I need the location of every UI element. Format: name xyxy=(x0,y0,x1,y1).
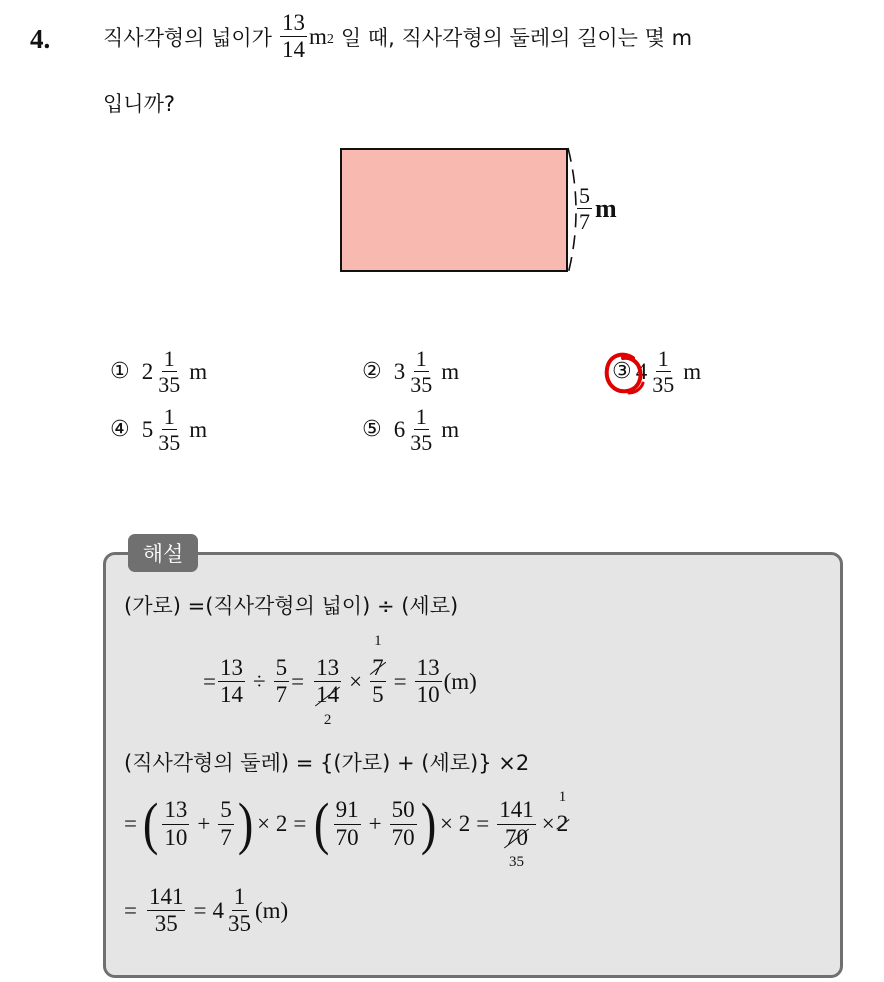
choice-number: ① xyxy=(110,359,130,385)
solution-line-1 xyxy=(124,590,458,620)
times-two: × 2 xyxy=(257,811,288,836)
choice-2[interactable] xyxy=(362,346,459,398)
equals-sign: = xyxy=(193,897,207,923)
fraction xyxy=(497,797,536,870)
close-paren: ) xyxy=(420,791,437,856)
solution-line-2 xyxy=(203,633,477,728)
solution-line-4 xyxy=(124,789,569,870)
fraction xyxy=(370,633,386,709)
fraction xyxy=(147,884,186,938)
close-paren: ) xyxy=(237,791,254,856)
choice-numerator: 1 xyxy=(163,404,175,429)
choice-numerator: 1 xyxy=(657,346,669,371)
question-number: 4. xyxy=(30,24,51,54)
equals-sign: = xyxy=(291,668,305,694)
denominator: 5 xyxy=(372,682,384,708)
fraction xyxy=(390,797,417,851)
times-sign: × xyxy=(541,811,555,836)
perimeter-formula: (직사각형의 둘레) = {(가로) + (세로)} ×2 xyxy=(124,751,530,775)
choice-whole: 4 xyxy=(635,358,648,384)
fraction xyxy=(274,655,290,709)
choice-denominator: 35 xyxy=(158,372,181,398)
times-two: × 2 xyxy=(439,811,471,836)
reduced-two: 1 xyxy=(558,789,567,805)
choice-whole: 5 xyxy=(141,416,154,442)
choice-fraction xyxy=(650,346,676,398)
denominator: 35 xyxy=(227,911,251,937)
solution-tag: 해설 xyxy=(128,534,198,572)
choice-denominator: 35 xyxy=(410,430,433,456)
choice-whole: 3 xyxy=(393,358,406,384)
solution-line-3 xyxy=(124,747,529,777)
numerator: 13 xyxy=(415,655,442,682)
numerator: 1 xyxy=(232,884,248,911)
fraction xyxy=(162,797,189,851)
solution-line-5 xyxy=(124,884,288,938)
fraction xyxy=(218,655,245,709)
denominator: 70 xyxy=(391,824,415,850)
whole-number: 4 xyxy=(212,897,224,923)
side-fraction xyxy=(577,183,592,235)
numerator: 91 xyxy=(334,797,361,824)
area-unit: m xyxy=(308,23,327,49)
plus-sign: + xyxy=(368,811,382,836)
equals-sign: = xyxy=(393,668,407,694)
cancelled-numerator xyxy=(370,633,386,682)
fraction xyxy=(226,884,253,938)
reduced-denominator: 2 xyxy=(323,711,332,728)
area-exponent: 2 xyxy=(326,32,334,47)
rectangle-figure xyxy=(340,148,568,272)
reduced-numerator: 1 xyxy=(374,633,382,649)
question-text-before: 직사각형의 넓이가 xyxy=(103,25,272,50)
numerator: 13 xyxy=(218,655,245,682)
two: 2 xyxy=(556,811,569,836)
choice-number: ④ xyxy=(110,417,130,443)
open-paren: ( xyxy=(142,791,159,856)
choice-fraction xyxy=(408,346,434,398)
denominator: 14 xyxy=(219,682,243,708)
choice-1[interactable] xyxy=(110,346,207,398)
choice-numerator: 1 xyxy=(163,346,175,371)
fraction xyxy=(334,797,361,851)
cancelled-two xyxy=(556,789,569,837)
choice-fraction xyxy=(156,404,182,456)
numerator: 5 xyxy=(274,655,290,682)
choice-fraction xyxy=(156,346,182,398)
numerator: 13 xyxy=(314,655,341,682)
choice-numerator: 1 xyxy=(415,404,427,429)
choice-number: ② xyxy=(362,359,382,385)
area-denominator: 14 xyxy=(281,37,305,63)
cancelled-denominator xyxy=(314,682,341,728)
equals-sign: = xyxy=(476,811,490,836)
width-formula: (가로) =(직사각형의 넓이) ÷ (세로) xyxy=(124,594,459,618)
choice-number: ③ xyxy=(612,359,632,385)
area-fraction xyxy=(280,10,307,64)
unit: (m) xyxy=(254,897,289,923)
denominator: 7 xyxy=(220,824,232,850)
side-length-label xyxy=(575,183,617,235)
choice-whole: 6 xyxy=(393,416,406,442)
equals-sign: = xyxy=(203,668,216,694)
denominator: 14 xyxy=(316,682,340,708)
choice-denominator: 35 xyxy=(158,430,181,456)
question-text-after: 일 때, 직사각형의 둘레의 길이는 몇 m xyxy=(340,25,693,50)
choice-unit: m xyxy=(189,416,208,442)
choice-unit: m xyxy=(441,416,460,442)
choice-denominator: 35 xyxy=(652,372,675,398)
equals-sign: = xyxy=(124,811,137,836)
area-numerator: 13 xyxy=(280,10,307,37)
cancelled-denominator xyxy=(503,824,530,870)
denominator: 70 xyxy=(504,824,528,850)
choice-4[interactable] xyxy=(110,404,207,456)
choice-5[interactable] xyxy=(362,404,459,456)
times-sign: × xyxy=(349,668,363,694)
denominator: 10 xyxy=(416,682,440,708)
numerator: 13 xyxy=(162,797,189,824)
denominator: 35 xyxy=(154,911,178,937)
open-paren: ( xyxy=(314,791,330,856)
choice-whole: 2 xyxy=(141,358,154,384)
denominator: 7 xyxy=(275,682,288,708)
denominator: 70 xyxy=(335,824,359,850)
numerator: 7 xyxy=(372,655,384,680)
unit: (m) xyxy=(443,668,477,694)
question-line-2: 입니까? xyxy=(103,92,176,116)
choice-unit: m xyxy=(189,358,208,384)
choice-numerator: 1 xyxy=(415,346,427,371)
side-denominator: 7 xyxy=(579,209,590,235)
choice-fraction xyxy=(408,404,434,456)
numerator: 5 xyxy=(218,797,234,824)
choice-unit: m xyxy=(683,358,702,384)
numerator: 50 xyxy=(390,797,417,824)
plus-sign: + xyxy=(197,811,211,836)
answer-circle-mark xyxy=(603,349,645,399)
side-unit: m xyxy=(595,193,617,223)
choice-denominator: 35 xyxy=(410,372,433,398)
reduced-denominator: 35 xyxy=(508,853,524,870)
fraction xyxy=(415,655,442,709)
numerator: 141 xyxy=(147,884,186,911)
equals-sign: = xyxy=(124,897,137,923)
choice-unit: m xyxy=(441,358,460,384)
numerator: 141 xyxy=(497,797,536,824)
fraction xyxy=(314,655,341,728)
fraction xyxy=(218,797,234,851)
denominator: 10 xyxy=(164,824,188,850)
divide-sign: ÷ xyxy=(252,668,266,694)
choice-number: ⑤ xyxy=(362,417,382,443)
side-numerator: 5 xyxy=(579,183,590,208)
equals-sign: = xyxy=(293,811,307,836)
question-line-1 xyxy=(103,10,692,64)
